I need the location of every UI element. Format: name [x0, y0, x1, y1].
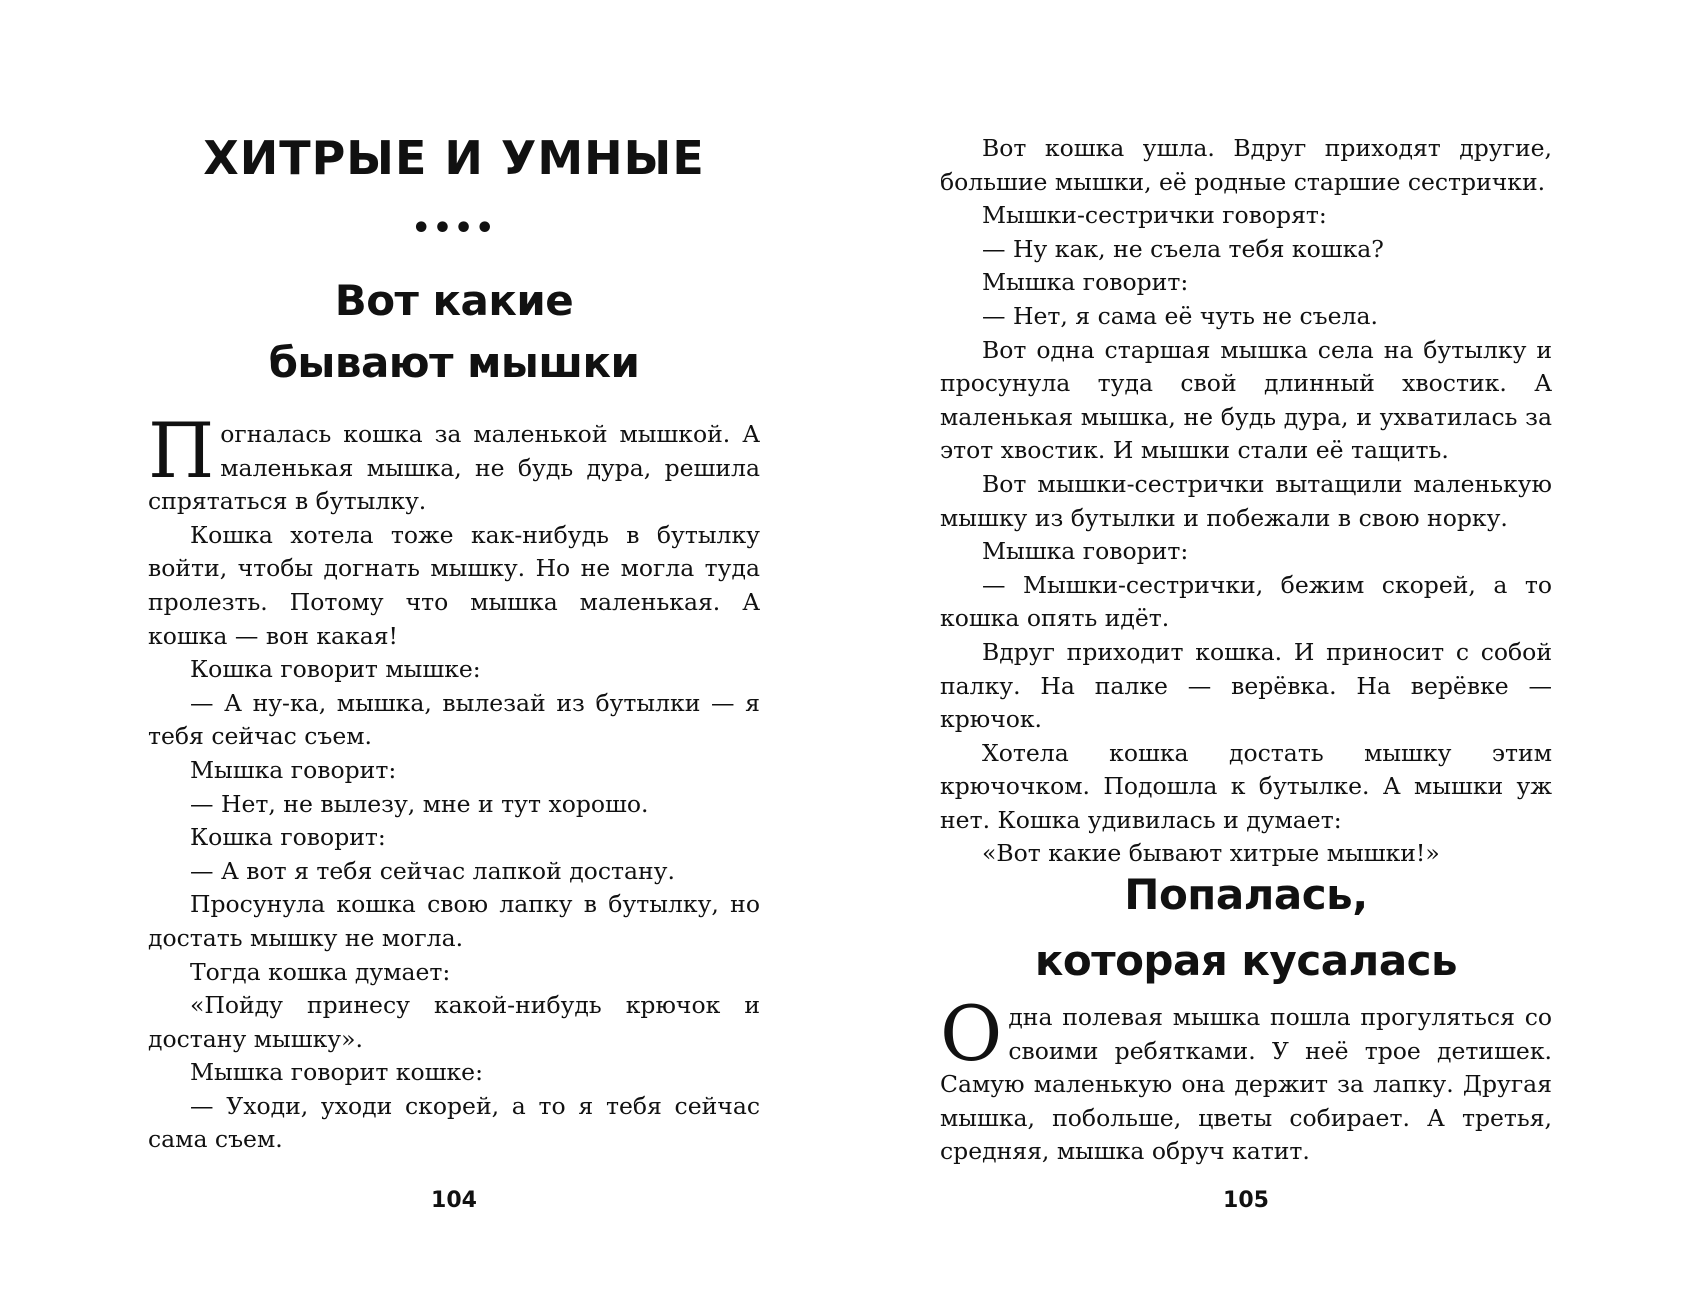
- left-page: [148, 0, 760, 1312]
- story-body-right: [940, 132, 1552, 871]
- paragraph: Мышка говорит:: [982, 537, 1189, 566]
- paragraph: — Мышки-сестрички, бежим скорей, а то кошка опять идёт.: [940, 570, 1552, 633]
- paragraph: Мышки-сестрички говорят:: [982, 201, 1327, 230]
- paragraph: Мышка говорит кошке:: [190, 1058, 483, 1087]
- page-number: 104: [431, 1188, 477, 1213]
- dropcap: П: [148, 406, 215, 495]
- paragraph: Хотела кошка достать мышку этим крючочком. Подошла к бутылке. А мышки уж нет. Кошка удивилась и думает:: [940, 738, 1552, 834]
- paragraph: Кошка говорит мышке:: [190, 655, 481, 684]
- story-title-mice: [148, 270, 760, 394]
- story-body-left: [148, 406, 760, 1157]
- paragraph: Одна полевая мышка пошла прогуляться со своими ребятками. У неё трое детишек. Самую маленькую она держит за лапку. Другая мышка, побольше, цветы собирает. А третья, средняя, мышка обруч катит.: [940, 989, 1552, 1166]
- paragraph: — Нет, я сама её чуть не съела.: [982, 301, 1378, 330]
- story-title-line-1: Вот какие: [334, 276, 574, 325]
- paragraph: Вдруг приходит кошка. И приносит с собой палку. На палке — верёвка. На верёвке — крючок.: [940, 637, 1552, 734]
- right-page: [940, 0, 1552, 1312]
- story-body-second: [940, 989, 1552, 1169]
- paragraph: — А вот я тебя сейчас лапкой достану.: [190, 856, 675, 885]
- paragraph: Погналась кошка за маленькой мышкой. А маленькая мышка, не будь дура, решила спрятаться в бутылку.: [148, 406, 760, 516]
- paragraph: Кошка говорит:: [190, 823, 386, 852]
- paragraph: «Вот какие бывают хитрые мышки!»: [982, 839, 1440, 868]
- story-title-caught: [940, 862, 1552, 994]
- story-title-line-1: Попалась,: [1124, 870, 1368, 919]
- paragraph: Вот одна старшая мышка села на бутылку и просунула туда свой длинный хвостик. А маленькая мышка, не будь дура, и ухватилась за этот хвостик. И мышки стали её тащить.: [940, 335, 1552, 465]
- chapter-title: ХИТРЫЕ И УМНЫЕ: [203, 131, 705, 185]
- ornament-dots: ••••: [411, 211, 497, 246]
- paragraph: — Ну как, не съела тебя кошка?: [982, 234, 1384, 263]
- story-title-line-2: бывают мышки: [268, 338, 640, 387]
- paragraph: — Нет, не вылезу, мне и тут хорошо.: [190, 789, 649, 818]
- paragraph: Вот кошка ушла. Вдруг приходят другие, большие мышки, её родные старшие сестрички.: [940, 134, 1552, 196]
- paragraph: — Уходи, уходи скорей, а то я тебя сейчас сама съем.: [148, 1091, 760, 1154]
- page-number: 105: [1223, 1188, 1269, 1213]
- paragraph: Вот мышки-сестрички вытащили маленькую мышку из бутылки и побежали в свою норку.: [940, 469, 1552, 532]
- paragraph: «Пойду принесу какой-нибудь крючок и достану мышку».: [148, 991, 760, 1053]
- paragraph: Кошка хотела тоже как-нибудь в бутылку войти, чтобы догнать мышку. Но не могла туда пролезть. Потому что мышка маленькая. А кошка — вон какая!: [148, 520, 760, 650]
- dropcap: О: [940, 989, 1003, 1078]
- paragraph: Просунула кошка свою лапку в бутылку, но достать мышку не могла.: [148, 890, 760, 952]
- story-title-line-2: которая кусалась: [1034, 936, 1458, 985]
- paragraph: Мышка говорит:: [982, 268, 1189, 297]
- paragraph: Мышка говорит:: [190, 755, 397, 784]
- paragraph: Тогда кошка думает:: [190, 957, 451, 986]
- paragraph: — А ну-ка, мышка, вылезай из бутылки — я тебя сейчас съем.: [148, 688, 760, 751]
